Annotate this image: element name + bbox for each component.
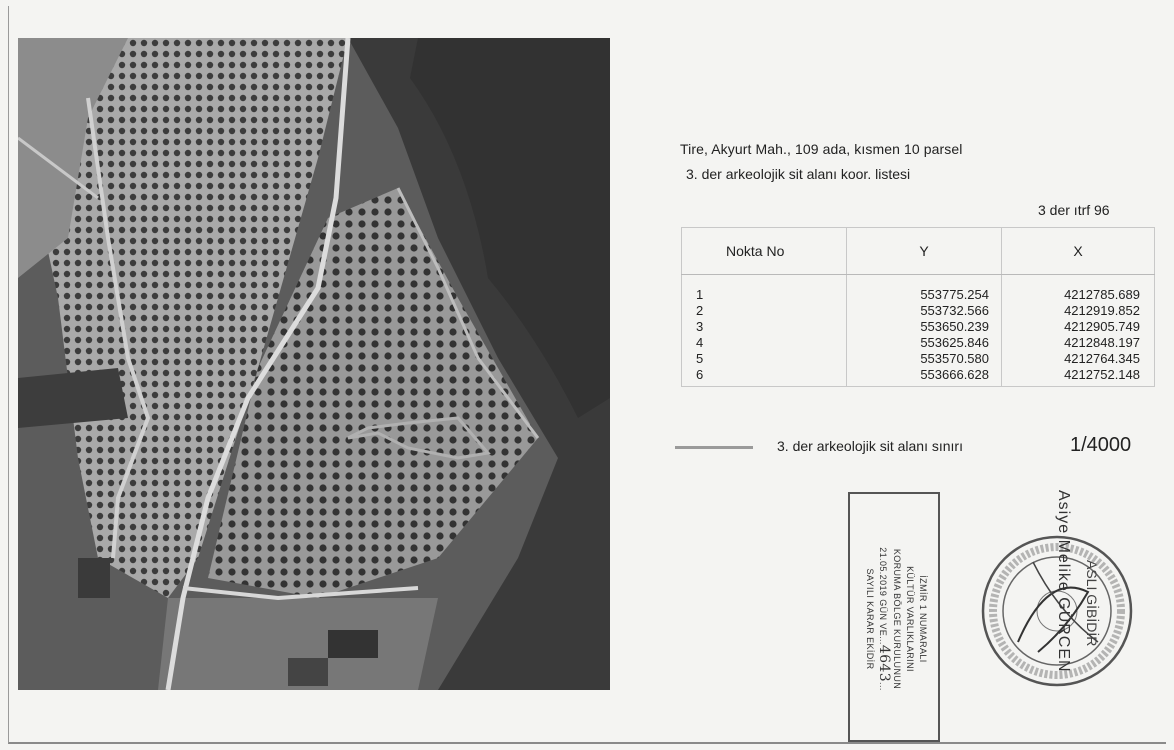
coordinate-table [681,227,1155,387]
coord-y: 553666.628 [847,367,1002,387]
coord-y: 553625.846 [847,335,1002,351]
table-header-row [682,228,1155,275]
header-no: Nokta No [682,228,847,275]
point-no: 6 [682,367,847,387]
decision-number: 4643 [876,644,892,683]
table-row [682,351,1155,367]
document-subtitle: 3. der arkeolojik sit alanı koor. listesi [686,166,911,182]
point-no: 1 [682,287,847,303]
map-scale: 1/4000 [1070,434,1132,456]
point-no: 5 [682,351,847,367]
coord-x: 4212905.749 [1002,319,1155,335]
boundary-legend-label: 3. der arkeolojik sit alanı sınırı [777,438,963,454]
signatory-name: Asiye Melike GÜRCEN [1055,490,1072,673]
coord-x: 4212919.852 [1002,303,1155,319]
table-row [682,335,1155,351]
header-y: Y [847,228,1002,275]
table-row [682,319,1155,335]
sheet-reference: 3 der ıtrf 96 [1038,202,1110,218]
document-title: Tire, Akyurt Mah., 109 ada, kısmen 10 parsel [680,141,963,157]
coord-x: 4212785.689 [1002,287,1155,303]
aerial-photo-graphic [18,38,610,690]
aerial-photo [18,38,610,690]
coord-y: 553650.239 [847,319,1002,335]
coord-y: 553775.254 [847,287,1002,303]
coord-x: 4212764.345 [1002,351,1155,367]
table-row [682,367,1155,387]
boundary-legend-line [675,446,753,449]
coord-y: 553732.566 [847,303,1002,319]
certified-copy-label: ASLI GİBİDİR [1084,560,1100,647]
point-no: 3 [682,319,847,335]
council-stamp [848,492,940,742]
coord-x: 4212752.148 [1002,367,1155,387]
table-row [682,303,1155,319]
council-stamp-text: İZMİR 1 NUMARALI KÜLTÜR VARLIKLARINI KORUMA BÖLGE KURULUNUN 21.05.2019 GÜN VE...4643... SAYILI KARAR EKİDİR [865,547,928,691]
point-no: 2 [682,303,847,319]
point-no: 4 [682,335,847,351]
header-x: X [1002,228,1155,275]
table-row [682,287,1155,303]
coord-y: 553570.580 [847,351,1002,367]
coord-x: 4212848.197 [1002,335,1155,351]
